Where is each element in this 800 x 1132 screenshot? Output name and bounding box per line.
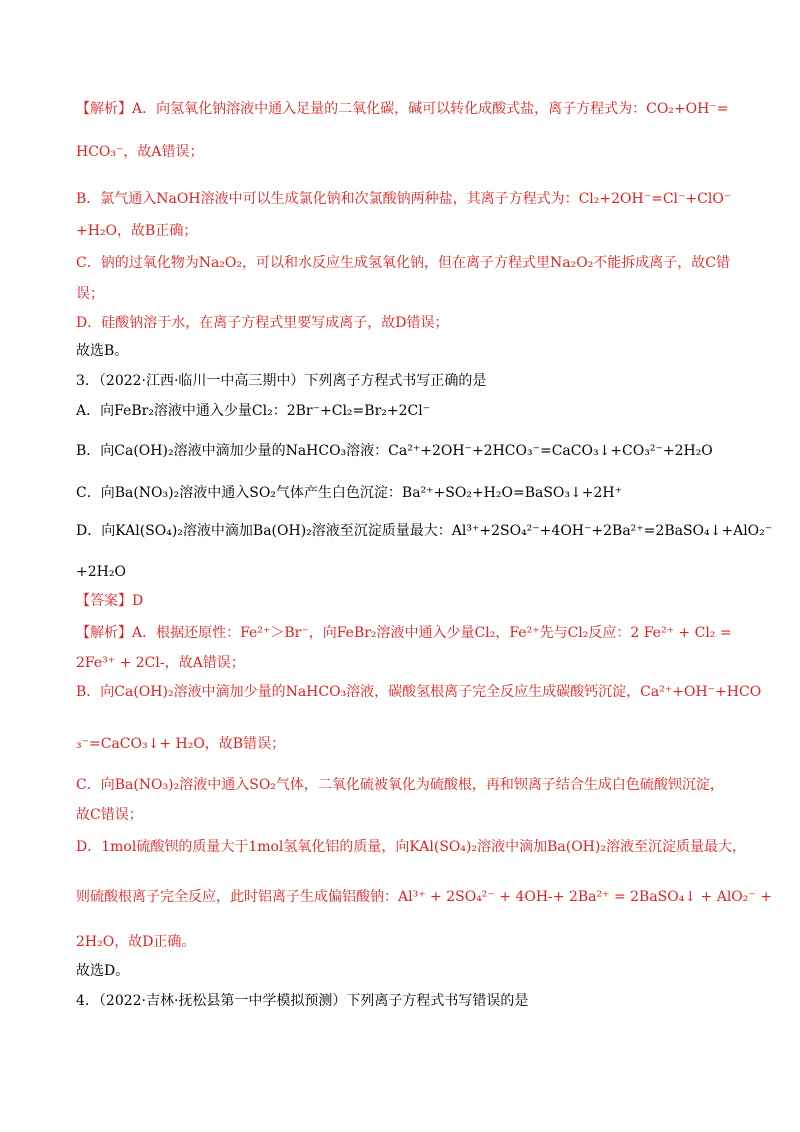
- q3-analysis-line-5: C．向Ba(NO₃)₂溶液中通入SO₂气体，二氧化硫被氧化为硫酸根，再和钡离子结合生成白色硫酸钡沉淀，: [76, 777, 724, 793]
- q3-analysis-line-8: 则硫酸根离子完全反应，此时铝离子生成偏铝酸钠：Al³⁺ + 2SO₄²⁻ + 4OH-+ 2Ba²⁺ = 2BaSO₄↓ + AlO₂⁻ +: [76, 889, 772, 905]
- q3-conclusion: 故选D。: [76, 963, 130, 979]
- q3-option-d-continued: +2H₂O: [76, 564, 126, 580]
- q3-stem: 3．（2022·江西·临川一中高三期中）下列离子方程式书写正确的是: [76, 373, 487, 389]
- q3-analysis-line-2: 2Fe³⁺ + 2Cl-，故A错误；: [76, 655, 245, 671]
- q3-analysis-line-7: D．1mol硫酸钡的质量大于1mol氢氧化铝的质量，向KAl(SO₄)₂溶液中滴加Ba(OH)₂溶液至沉淀质量最大，: [76, 839, 746, 855]
- q2-conclusion: 故选B。: [76, 343, 129, 359]
- q3-answer: 【答案】D: [76, 593, 144, 609]
- q3-option-b: B．向Ca(OH)₂溶液中滴加少量的NaHCO₃溶液：Ca²⁺+2OH⁻+2HCO₃⁻=CaCO₃↓+CO₃²⁻+2H₂O: [76, 443, 713, 459]
- q2-analysis-line-7: D．硅酸钠溶于水，在离子方程式里要写成离子，故D错误；: [76, 315, 449, 331]
- q4-stem: 4．（2022·吉林·抚松县第一中学模拟预测）下列离子方程式书写错误的是: [76, 993, 529, 1009]
- q3-analysis-line-4: ₃⁻=CaCO₃↓+ H₂O，故B错误；: [76, 736, 286, 752]
- q3-option-a: A．向FeBr₂溶液中通入少量Cl₂：2Br⁻+Cl₂=Br₂+2Cl⁻: [76, 403, 431, 419]
- q3-analysis-line-1: 【解析】A．根据还原性：Fe²⁺＞Br⁻，向FeBr₂溶液中通入少量Cl₂，Fe²⁺先与Cl₂反应：2 Fe²⁺ + Cl₂ =: [76, 625, 732, 641]
- q3-analysis-line-6: 故C错误；: [76, 807, 143, 823]
- q2-analysis-line-4: +H₂O，故B正确；: [76, 223, 198, 239]
- q3-option-c: C．向Ba(NO₃)₂溶液中通入SO₂气体产生白色沉淀：Ba²⁺+SO₂+H₂O=BaSO₃↓+2H⁺: [76, 485, 622, 501]
- q3-analysis-line-9: 2H₂O，故D正确。: [76, 934, 196, 950]
- q2-analysis-line-6: 误；: [76, 286, 104, 302]
- q2-analysis-line-2: HCO₃⁻，故A错误；: [76, 144, 204, 160]
- q2-analysis-line-3: B．氯气通入NaOH溶液中可以生成氯化钠和次氯酸钠两种盐，其离子方程式为：Cl₂+2OH⁻=Cl⁻+ClO⁻: [76, 191, 732, 207]
- q2-analysis-line-5: C．钠的过氧化物为Na₂O₂，可以和水反应生成氢氧化钠，但在离子方程式里Na₂O₂不能拆成离子，故C错: [76, 255, 731, 271]
- q2-analysis-line-1: 【解析】A．向氢氧化钠溶液中通入足量的二氧化碳，碱可以转化成酸式盐，离子方程式为：CO₂+OH⁻=: [76, 101, 729, 117]
- q3-option-d: D．向KAl(SO₄)₂溶液中滴加Ba(OH)₂溶液至沉淀质量最大：Al³⁺+2SO₄²⁻+4OH⁻+2Ba²⁺=2BaSO₄↓+AlO₂⁻: [76, 523, 773, 539]
- q3-analysis-line-3: B．向Ca(OH)₂溶液中滴加少量的NaHCO₃溶液，碳酸氢根离子完全反应生成碳酸钙沉淀，Ca²⁺+OH⁻+HCO: [76, 684, 762, 700]
